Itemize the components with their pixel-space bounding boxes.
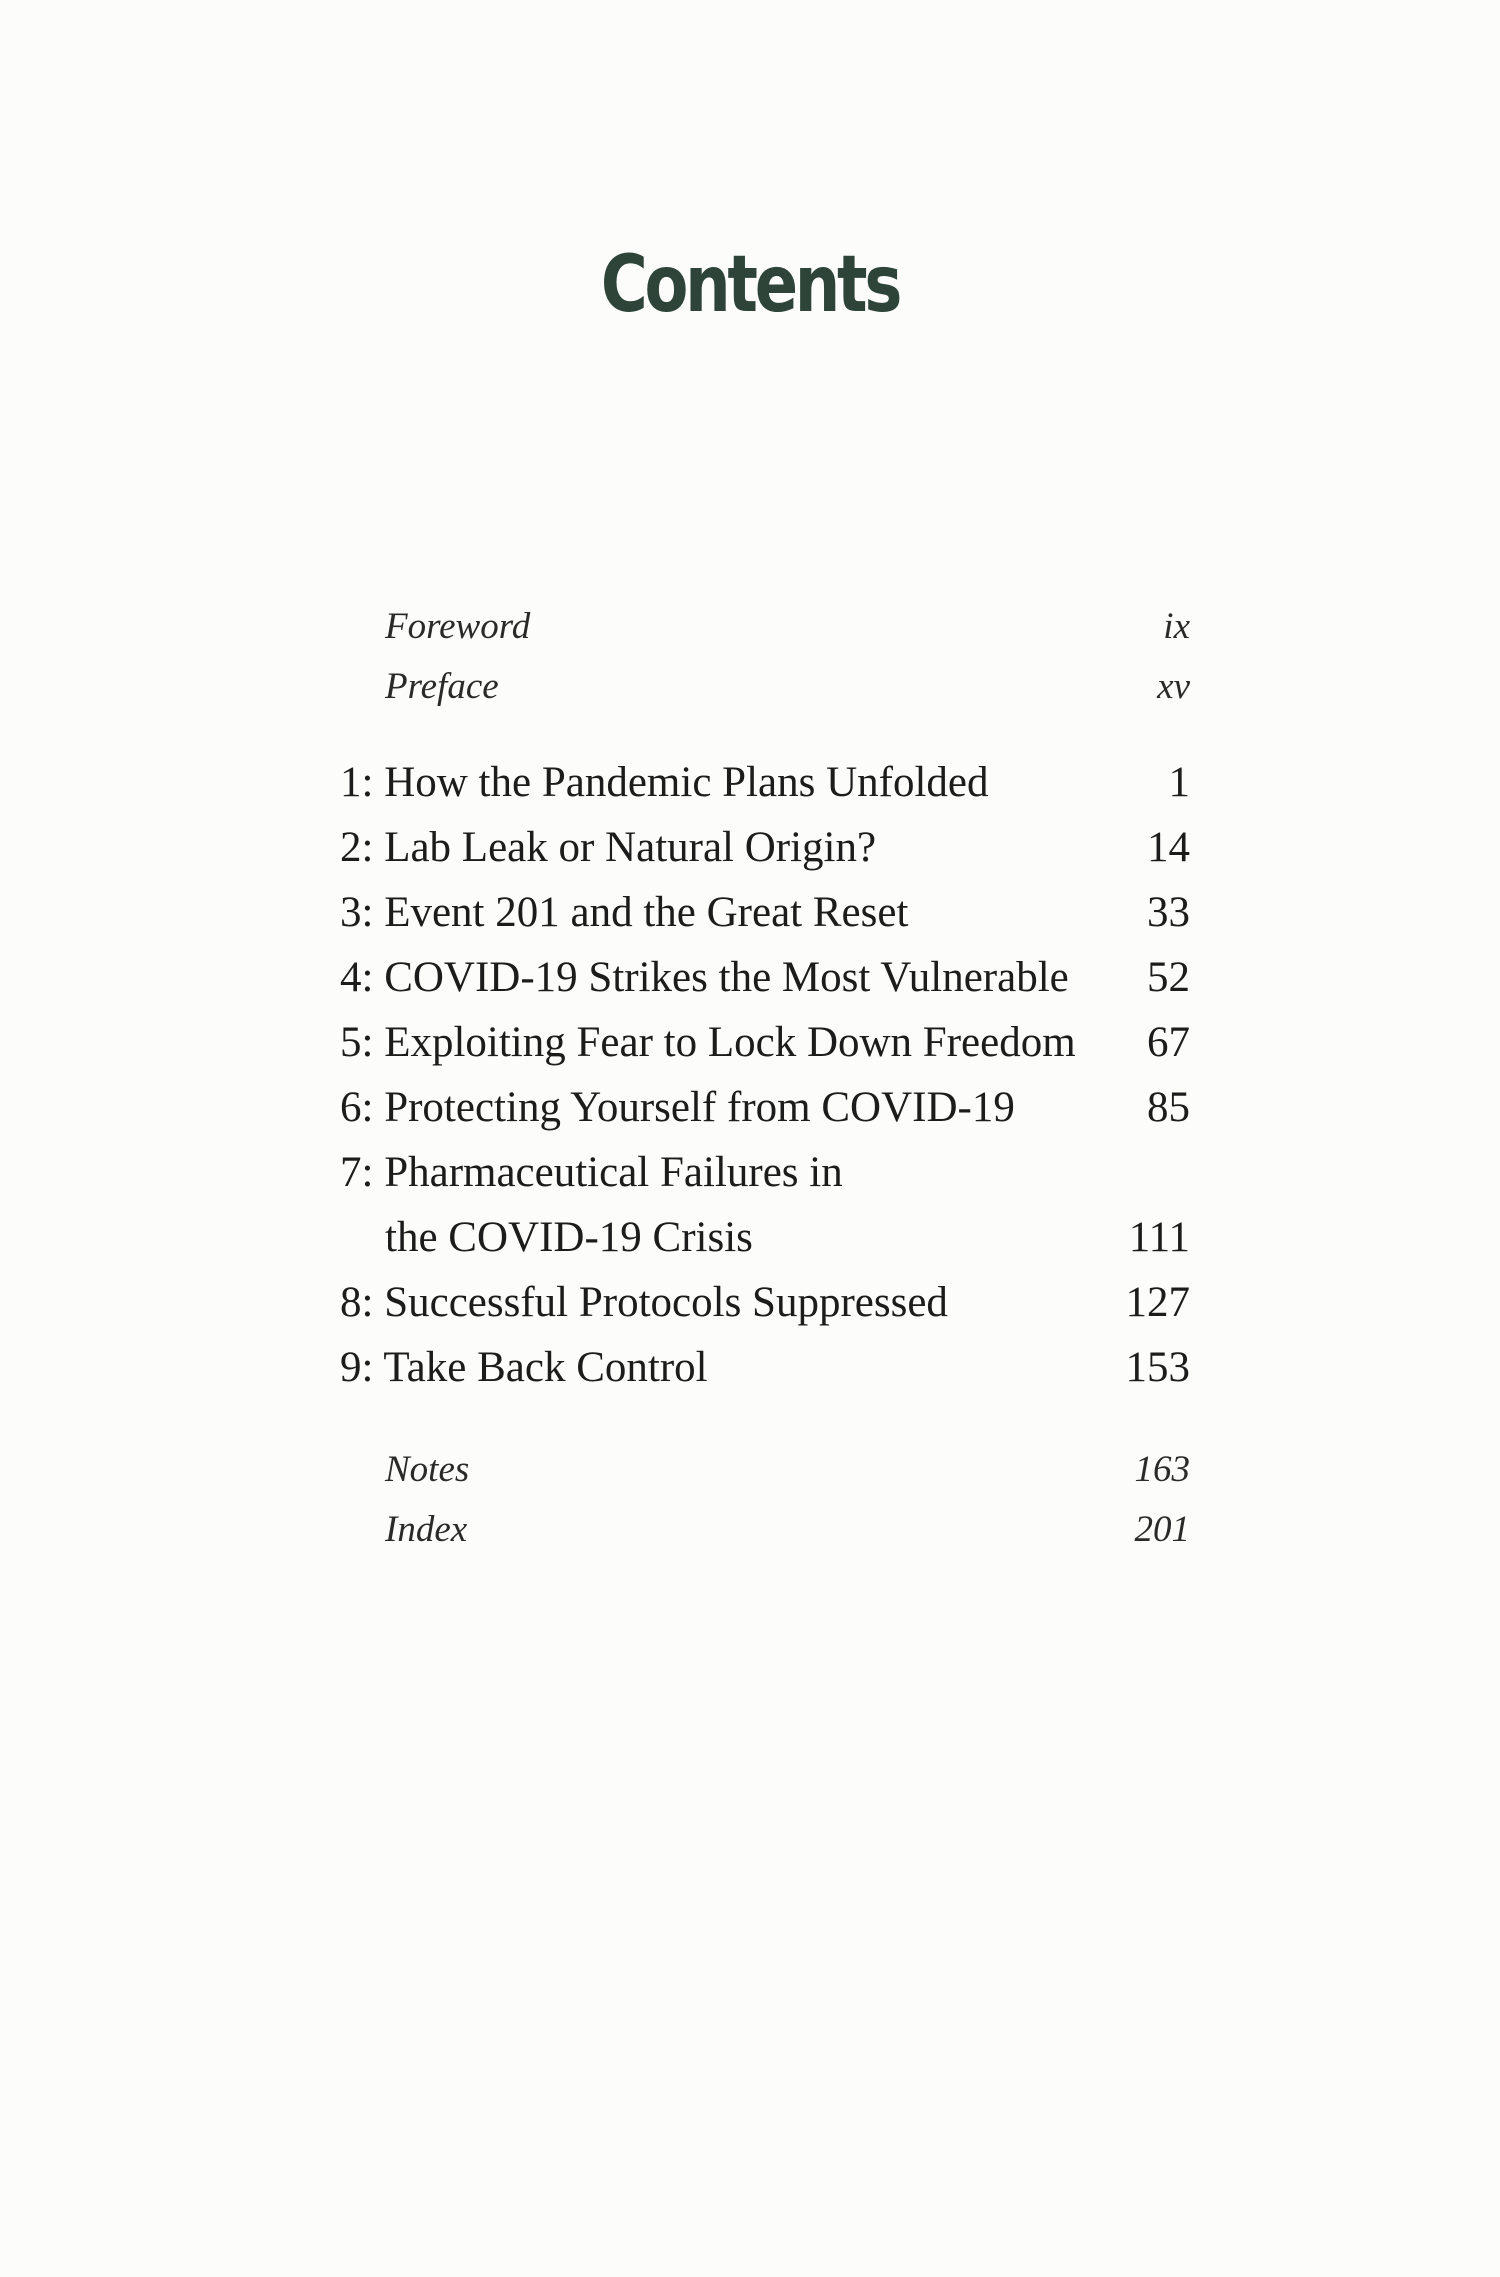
toc-entry-chapter-6 (330, 1083, 1190, 1139)
toc-entry-chapter-3 (330, 888, 1190, 944)
toc-entry-label: Foreword (385, 606, 531, 647)
toc-entry-page: 33 (1147, 889, 1190, 936)
toc-entry-page: ix (1163, 606, 1190, 647)
toc-entry-page: 67 (1147, 1019, 1190, 1066)
toc-entry-label: 4: COVID-19 Strikes the Most Vulnerable (340, 954, 1069, 1001)
page-title: Contents (600, 240, 900, 330)
toc-entry-foreword (330, 605, 1190, 661)
toc-entry-page: xv (1157, 666, 1190, 707)
toc-entry-page: 153 (1125, 1344, 1190, 1391)
toc-entry-label: Preface (385, 666, 499, 707)
toc-entry-label: Index (385, 1509, 468, 1550)
toc-entry-label-continued: the COVID-19 Crisis (385, 1214, 753, 1261)
toc-entry-label: 8: Successful Protocols Suppressed (340, 1279, 948, 1326)
toc-entry-notes (330, 1448, 1190, 1504)
toc-entry-label: 2: Lab Leak or Natural Origin? (340, 824, 877, 871)
toc-entry-page: 127 (1125, 1279, 1190, 1326)
toc-entry-label: Notes (385, 1449, 470, 1490)
toc-entry-chapter-2 (330, 823, 1190, 879)
toc-entry-label: 9: Take Back Control (340, 1344, 708, 1391)
toc-entry-label: 3: Event 201 and the Great Reset (340, 889, 909, 936)
toc-entry-page: 52 (1147, 954, 1190, 1001)
toc-entry-page: 85 (1147, 1084, 1190, 1131)
toc-entry-label: 5: Exploiting Fear to Lock Down Freedom (340, 1019, 1076, 1066)
toc-entry-chapter-4 (330, 953, 1190, 1009)
toc-entry-page: 111 (1128, 1214, 1190, 1261)
toc-entry-preface (330, 665, 1190, 721)
toc-entry-chapter-5 (330, 1018, 1190, 1074)
toc-entry-chapter-8 (330, 1278, 1190, 1334)
toc-entry-chapter-9 (330, 1343, 1190, 1399)
toc-entry-page: 14 (1147, 824, 1190, 871)
toc-entry-page: 201 (1134, 1509, 1190, 1550)
toc-entry-chapter-7-continued (330, 1213, 1190, 1269)
toc-entry-page: 1 (1168, 759, 1190, 806)
toc-entry-page: 163 (1134, 1449, 1190, 1490)
toc-entry-chapter-1 (330, 758, 1190, 814)
toc-entry-label: 6: Protecting Yourself from COVID-19 (340, 1084, 1015, 1131)
toc-entry-label: 1: How the Pandemic Plans Unfolded (340, 759, 989, 806)
toc-entry-chapter-7 (330, 1148, 1190, 1204)
toc-entry-index (330, 1508, 1190, 1564)
toc-entry-label: 7: Pharmaceutical Failures in (340, 1149, 843, 1196)
